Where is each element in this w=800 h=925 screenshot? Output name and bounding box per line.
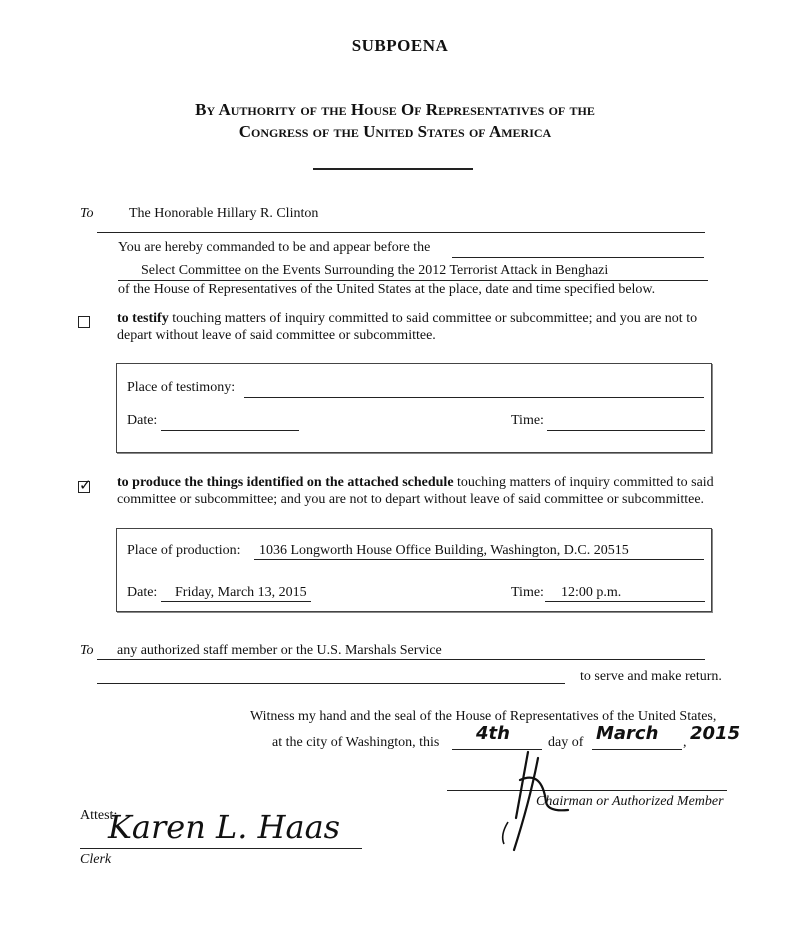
witness-city-text: at the city of Washington, this: [272, 735, 440, 750]
testify-checkbox[interactable]: [78, 316, 90, 328]
testimony-time-label: Time:: [511, 413, 544, 428]
year-handwritten: 2015: [690, 723, 741, 744]
testimony-date-label: Date:: [127, 413, 158, 428]
month-handwritten: March: [596, 723, 659, 744]
clerk-label: Clerk: [80, 852, 112, 867]
clerk-signature: Karen L. Haas: [108, 808, 341, 846]
serve-blank-line: [97, 683, 565, 684]
command-blank-line: [452, 257, 704, 258]
serve-to-label: To: [80, 643, 94, 658]
testify-bold: to testify: [117, 311, 169, 326]
production-time-label: Time:: [511, 585, 544, 600]
attest-signature-line: [80, 848, 362, 849]
witness-line: Witness my hand and the seal of the House of Representatives of the United States,: [250, 709, 717, 724]
serve-text: to serve and make return.: [580, 669, 722, 684]
produce-text: touching matters of inquiry committed to said committee or subcommittee; and you are not to depart without leave of said committee or subcommittee.: [117, 475, 714, 507]
testify-text: touching matters of inquiry committed to said committee or subcommittee; and you are not to depart without leave of said committee or subcommittee.: [117, 311, 698, 343]
testimony-date-field[interactable]: [161, 415, 299, 431]
production-place-field[interactable]: 1036 Longworth House Office Building, Washington, D.C. 20515: [254, 543, 704, 560]
testimony-box: [116, 363, 712, 453]
produce-bold: to produce the things identified on the attached schedule: [117, 475, 454, 490]
check-mark-icon: ✓: [79, 478, 92, 494]
day-of-text: day of: [548, 735, 584, 750]
house-line: of the House of Representatives of the United States at the place, date and time specified below.: [118, 282, 656, 297]
testimony-place-label: Place of testimony:: [127, 380, 236, 395]
title-divider: [313, 168, 473, 170]
produce-checkbox[interactable]: [78, 478, 92, 494]
day-handwritten: 4th: [476, 723, 510, 744]
authority-line-2: Congress of the United States of America: [238, 122, 552, 141]
produce-paragraph: [117, 474, 737, 508]
authority-line-1: By Authority of the House Of Representatives of the: [195, 100, 595, 119]
production-date-label: Date:: [127, 585, 158, 600]
production-time-field[interactable]: 12:00 p.m.: [545, 585, 705, 602]
chairman-label: Chairman or Authorized Member: [536, 794, 724, 809]
testimony-time-field[interactable]: [547, 415, 705, 431]
recipient-name: The Honorable Hillary R. Clinton: [129, 206, 319, 221]
production-box: [116, 528, 712, 612]
testify-paragraph: [117, 310, 717, 344]
committee-underline: [118, 280, 708, 281]
testimony-place-field[interactable]: [244, 382, 704, 398]
attest-label: Attest:: [80, 808, 118, 823]
recipient-rule: [97, 232, 705, 233]
document-title: SUBPOENA: [351, 36, 449, 55]
production-place-label: Place of production:: [127, 543, 241, 558]
command-text: You are hereby commanded to be and appear before the: [118, 240, 431, 255]
to-label: To: [80, 206, 94, 221]
committee-name: Select Committee on the Events Surrounding the 2012 Terrorist Attack in Benghazi: [141, 263, 609, 278]
serve-authorized: any authorized staff member or the U.S. Marshals Service: [97, 643, 705, 660]
production-date-field[interactable]: Friday, March 13, 2015: [161, 585, 311, 602]
